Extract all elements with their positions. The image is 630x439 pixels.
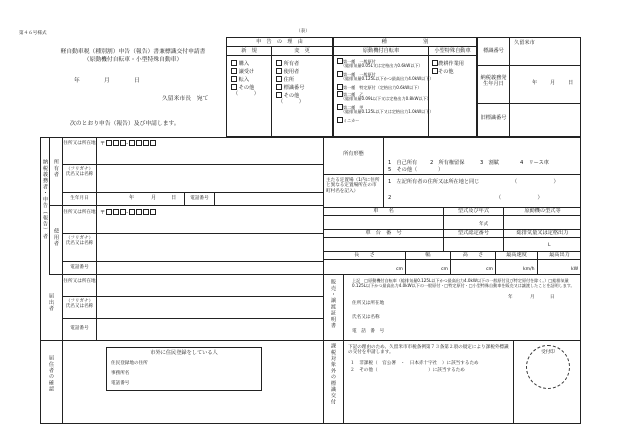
residence-box-title: 市外に住民登録をしている人 — [150, 350, 218, 356]
speed-unit: km/h — [523, 267, 535, 272]
owner-name-label: （フリガナ） 氏名又は名称 — [63, 165, 97, 193]
user-phone-field[interactable] — [97, 262, 324, 275]
reason-new-transfer[interactable]: 譲受け — [230, 68, 254, 76]
type-moped-special[interactable]: 第一種 特定原付（定格出力0.6kW以下） — [336, 84, 421, 91]
owner-phone-field[interactable] — [215, 193, 324, 206]
taxpayer-section-label: 納税義務者・申告（報告）者 — [41, 159, 48, 240]
user-name-field[interactable] — [97, 234, 324, 262]
year-label: 年 — [74, 78, 80, 84]
type-special-heading: 小型特殊自動車 — [429, 47, 476, 56]
chassis-field[interactable] — [324, 238, 444, 252]
length-field[interactable] — [324, 260, 406, 275]
model-year-label: 型式及び年式 — [444, 208, 504, 216]
storage-opt-2-paren: （ ） — [496, 195, 543, 201]
owner-birth-day: 日 — [171, 195, 177, 201]
postal-mark: 〒 — [100, 141, 106, 147]
postal-box[interactable] — [106, 209, 112, 215]
vehicle-maker-label: 車 名 — [324, 208, 444, 216]
owner-phone-label: 電話番号 — [185, 193, 215, 206]
residence-box — [106, 347, 262, 391]
addressee: 久留米市長 宛て — [162, 96, 209, 102]
storage-options — [384, 175, 581, 208]
displacement-field[interactable] — [504, 238, 581, 252]
storage-opt-2[interactable]: 2 — [388, 195, 392, 201]
ownership-options — [384, 137, 581, 175]
height-unit: cm — [486, 267, 494, 272]
notifier-name-label: （フリガナ） 氏名又は名称 — [63, 297, 97, 319]
old-plate-label: 旧標識番号 — [478, 104, 510, 136]
user-name-label: （フリガナ） 氏名又は名称 — [63, 234, 97, 262]
checkbox[interactable] — [231, 84, 237, 90]
width-unit: cm — [441, 267, 449, 272]
top-speed-field[interactable] — [496, 260, 538, 275]
exemption-item-1[interactable]: １ 非課税（ 官公署 ・ 日本赤十字社 ）に該当するため — [350, 361, 479, 366]
postal-box[interactable] — [106, 140, 112, 146]
type-table — [333, 37, 477, 137]
reason-new-purchase[interactable]: 購入 — [230, 60, 249, 68]
reason-new-move-in[interactable]: 転入 — [230, 76, 249, 84]
postal-mark: 〒 — [100, 210, 106, 216]
postal-box[interactable] — [143, 140, 149, 146]
notifier-name-field[interactable] — [97, 297, 324, 319]
exemption-statement: 下記の理由のため、久留米市市税条例第７３条第２項の規定により課税外標識の交付を申請します。 — [348, 345, 509, 356]
postal-box[interactable] — [129, 140, 135, 146]
checkbox[interactable] — [231, 68, 237, 74]
front-label: （表） — [296, 29, 310, 34]
reason-change-owner[interactable]: 所有者 — [275, 60, 299, 68]
type-moped-1a[interactable]: 第一種 一般原付 — [336, 58, 376, 65]
ownership-opt-5[interactable]: 5 その他（ ） — [388, 167, 444, 173]
user-phone-label: 電話番号 — [63, 262, 97, 275]
type-special-other[interactable]: その他 — [431, 68, 454, 76]
checkbox[interactable] — [276, 84, 282, 90]
displacement-label: 総排気量又は定格出力 — [504, 230, 581, 238]
type-moped-2b[interactable]: 第二種 乙 — [336, 91, 363, 98]
width-field[interactable] — [406, 260, 451, 275]
checkbox[interactable] — [276, 60, 282, 66]
reception-stamp-label: 受付印 — [541, 350, 555, 355]
postal-box[interactable] — [136, 140, 142, 146]
year-unit: 年式 — [479, 222, 489, 227]
ownership-opt-3[interactable]: 3 割賦 — [480, 160, 499, 166]
cert-phone-label: 電 話 番 号 — [352, 329, 385, 334]
issue-day: 日 — [568, 80, 574, 86]
postal-box[interactable] — [150, 140, 156, 146]
checkbox[interactable] — [231, 60, 237, 66]
type-minicar[interactable]: ミニカー — [336, 117, 359, 124]
cert-field[interactable] — [444, 238, 504, 252]
ownership-label: 所有形態 — [324, 137, 384, 175]
vehicle-maker-field[interactable] — [324, 216, 444, 230]
notifier-phone-field[interactable] — [97, 319, 324, 341]
cert-month: 月 — [530, 295, 535, 300]
height-label: 高 さ — [451, 252, 496, 260]
plate-number-label: 標識番号 — [478, 38, 510, 66]
notifier-address-field[interactable] — [97, 275, 324, 297]
residence-label: 届住者の確認 — [47, 355, 54, 393]
engine-model-field[interactable] — [504, 216, 581, 230]
checkbox[interactable] — [231, 76, 237, 82]
ownership-opt-4[interactable]: 4 リース車 — [520, 160, 549, 166]
postal-box[interactable] — [113, 140, 119, 146]
owner-address-field[interactable]: 〒 - — [97, 137, 324, 165]
ownership-opt-1[interactable]: 1 自己所有 — [388, 160, 418, 166]
type-moped-1b-note: （総排気量0.125L以下かつ最高出力4.0kW以下） — [341, 76, 434, 81]
user-address-label: 住所又は所在地 — [63, 206, 97, 234]
postal-box[interactable] — [120, 140, 126, 146]
type-moped-2a-note: （総排気量0.125L以下又は定格出力1.0kW以下） — [341, 109, 434, 114]
issue-year: 年 — [532, 80, 538, 86]
exemption-body — [344, 341, 514, 424]
owner-label: 所有者 — [52, 159, 59, 178]
checkbox[interactable] — [276, 76, 282, 82]
city-name: 久留米市 — [514, 40, 535, 46]
certificate-statement: 上記 □原動機付自転車（総排気量0.125L以下かつ最高出力4.0kW以下の一般原付及び特定原付を除く。）□総排気量0.125L以下かつ最高出力4.0kW以下の一般原付・□特定原付・□小型特殊自動車を販売又は譲渡したことを証明します。 — [352, 278, 575, 288]
postal-box[interactable] — [150, 209, 156, 215]
owner-birth-month: 月 — [151, 195, 157, 201]
exemption-label: 課税対象外の標識交付 — [329, 343, 336, 405]
declaration: 次のとおり申告（報告）及び申請します。 — [70, 121, 180, 127]
owner-birth-year: 年 — [129, 195, 135, 201]
model-year-field[interactable] — [444, 216, 504, 230]
postal-box[interactable] — [136, 209, 142, 215]
cert-year: 年 — [508, 295, 513, 300]
postal-box[interactable] — [113, 209, 119, 215]
cert-name-label: 氏名又は名称 — [352, 315, 380, 320]
type-special-farm[interactable]: 農耕作業用 — [431, 60, 464, 68]
form-title-line2: （原動機付自転車・小型特殊自動車） — [83, 57, 183, 63]
reason-new-heading: 新 規 — [227, 47, 272, 56]
user-address-field[interactable]: 〒 - — [97, 206, 324, 234]
height-field[interactable] — [451, 260, 496, 275]
notifier-phone-label: 電話番号 — [63, 319, 97, 341]
length-unit: cm — [396, 267, 404, 272]
certificate-body — [344, 275, 581, 341]
checkbox[interactable] — [276, 68, 282, 74]
chassis-label: 車 台 番 号 — [324, 230, 444, 238]
max-output-field[interactable] — [538, 260, 581, 275]
office-use-panel — [477, 37, 581, 137]
reason-change-address[interactable]: 住所 — [275, 76, 294, 84]
form-title-line1: 軽自動車税（種別割）申告（報告）書兼標識交付申請書 — [60, 49, 206, 55]
length-label: 長 さ — [324, 252, 406, 260]
owner-address-label: 住所又は所在地 — [63, 137, 97, 165]
storage-label: 主たる定置場（1内に住所と異なる定置場所在の市町村名を記入） — [324, 175, 384, 208]
type-moped-heading: 原動機付自転車 — [334, 47, 429, 56]
owner-name-field[interactable] — [97, 165, 324, 193]
reason-change-other[interactable]: その他 — [275, 92, 299, 100]
month-label: 月 — [104, 78, 110, 84]
max-output-label: 最高出力 — [538, 252, 581, 260]
ownership-opt-2[interactable]: 2 所有権留保 — [430, 160, 465, 166]
reason-heading: 申 告 の 理 由 — [227, 38, 332, 47]
output-unit: kW — [571, 267, 579, 272]
reason-change-other-paren: （ ） — [278, 99, 304, 105]
owner-birth-field[interactable] — [97, 193, 185, 206]
engine-model-label: 原動機の型式等 — [504, 208, 581, 216]
postal-box[interactable] — [120, 209, 126, 215]
residence-phone-label: 電話番号 — [111, 381, 130, 386]
displacement-unit: L — [548, 243, 551, 248]
certificate-label: 販売・譲渡証明書 — [329, 279, 336, 329]
notifier-label: 届出者 — [47, 293, 54, 312]
postal-box[interactable] — [129, 209, 135, 215]
user-label: 使用者 — [52, 228, 59, 247]
type-moped-2a[interactable]: 第二種 甲 — [336, 104, 363, 111]
type-moped-2b-note: （総排気量0.09L以下又は定格出力0.8kW以下） — [341, 96, 431, 101]
owner-birth-label: 生年月日 — [63, 193, 97, 206]
reason-new-other-paren: （ ） — [233, 91, 259, 97]
reason-change-heading: 変 更 — [272, 47, 332, 56]
width-label: 幅 — [406, 252, 451, 260]
type-heading: 種 別 — [334, 38, 476, 47]
type-moped-1a-note: （総排気量0.05L又は定格出力0.6kW以下） — [341, 63, 423, 68]
issue-date-label: 納税義務発生年月日 — [478, 66, 510, 104]
residence-office-label: 事務所名 — [111, 371, 130, 376]
notifier-address-label: 住所又は所在地 — [63, 275, 97, 297]
checkbox[interactable] — [276, 92, 282, 98]
exemption-item-2[interactable]: ２ その他（ ）に該当するため — [350, 368, 465, 373]
reason-change-plate[interactable]: 標識番号 — [275, 84, 304, 92]
title-area — [40, 37, 226, 137]
storage-opt-1[interactable]: 1 左記所有者の住所又は所在地と同じ — [388, 179, 480, 185]
top-speed-label: 最高速度 — [496, 252, 538, 260]
cert-day: 日 — [550, 295, 555, 300]
cert-address-label: 住所又は所在地 — [352, 301, 385, 306]
type-moped-1b[interactable]: 第一種 一般原付 — [336, 71, 376, 78]
residence-address-label: 住民登録地の住所 — [111, 361, 148, 366]
postal-box[interactable] — [143, 209, 149, 215]
reason-table — [226, 37, 333, 137]
reason-new-other[interactable]: その他 — [230, 84, 254, 92]
day-label: 日 — [134, 78, 140, 84]
reason-change-user[interactable]: 使用者 — [275, 68, 299, 76]
storage-opt-1-paren: （ ） — [512, 179, 559, 185]
form-number: 第４６号様式 — [19, 31, 47, 36]
cert-label: 型式認定番号 — [444, 230, 504, 238]
issue-month: 月 — [550, 80, 556, 86]
